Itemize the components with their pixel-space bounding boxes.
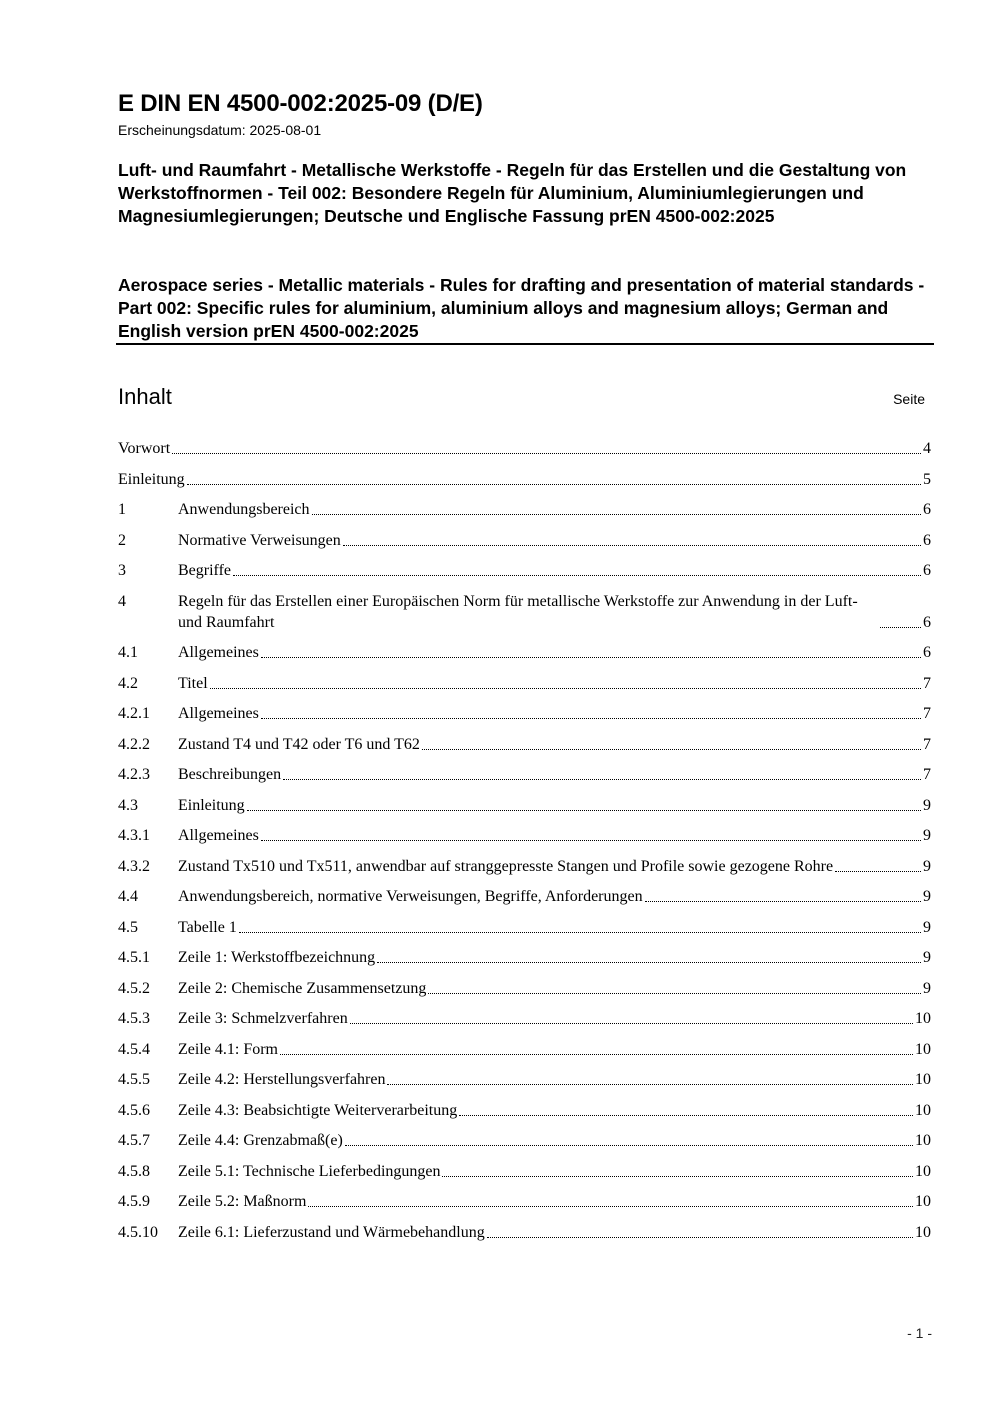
toc-entry-page: 6 [923, 562, 931, 579]
toc-dot-leader [261, 840, 921, 841]
toc-entry-page: 9 [923, 857, 931, 875]
toc-entry-title: Anwendungsbereich, normative Verweisungen, Begriffe, Anforderungen [178, 888, 643, 905]
toc-dot-leader [442, 1176, 913, 1177]
toc-entry[interactable] [118, 1130, 931, 1151]
toc-entry-number: 4.4 [118, 888, 138, 905]
toc-entry[interactable] [118, 856, 931, 877]
toc-entry-title: Einleitung [118, 470, 185, 488]
toc-entry-title: Zustand T4 und T42 oder T6 und T62 [178, 735, 420, 753]
toc-entry-page: 10 [915, 1162, 931, 1180]
toc-entry[interactable] [118, 438, 931, 459]
toc-entry[interactable] [118, 703, 931, 724]
toc-entry-title: Beschreibungen [178, 766, 282, 783]
toc-entry-page: 9 [923, 918, 931, 936]
toc-dot-leader [280, 1054, 913, 1055]
toc-entry[interactable] [118, 673, 931, 694]
toc-entry-page: 7 [923, 735, 931, 753]
publication-date: Erscheinungsdatum: 2025-08-01 [118, 122, 322, 138]
toc-dot-leader [172, 453, 921, 454]
toc-entry-title: Begriffe [178, 562, 232, 579]
toc-entry[interactable] [118, 591, 931, 633]
toc-entry[interactable] [118, 499, 931, 520]
toc-entry-number: 1 [118, 501, 126, 518]
toc-entry-title: Zeile 5.1: Technische Lieferbedingungen [178, 1162, 441, 1180]
toc-entry-title: Zeile 6.1: Lieferzustand und Wärmebehandlung [178, 1223, 485, 1241]
toc-entry-title: Zeile 4.1: Form [178, 1040, 278, 1058]
toc-entry-title: Allgemeines [178, 827, 259, 844]
toc-entry-title: Anwendungsbereich [178, 501, 310, 518]
toc-entry-number: 4.5.8 [118, 1162, 150, 1180]
toc-entry-title: Titel [178, 674, 208, 692]
toc-entry[interactable] [118, 764, 931, 785]
toc-entry-page: 9 [923, 827, 931, 844]
toc-entry[interactable] [118, 1039, 931, 1060]
toc-entry-page: 6 [923, 613, 931, 631]
toc-dot-leader [261, 718, 921, 719]
page-number: - 1 - [907, 1325, 932, 1341]
toc-dot-leader [233, 575, 921, 576]
toc-entry[interactable] [118, 469, 931, 490]
toc-entry-title: Zeile 4.4: Grenzabmaß(e) [178, 1132, 343, 1149]
toc-entry[interactable] [118, 1069, 931, 1090]
toc-entry[interactable] [118, 978, 931, 999]
toc-entry-number: 4.3.1 [118, 827, 150, 844]
toc-dot-leader [261, 657, 921, 658]
toc-entry-title: Tabelle 1 [178, 918, 237, 936]
toc-entry-page: 5 [923, 470, 931, 488]
toc-entry-title: Zeile 3: Schmelzverfahren [178, 1010, 348, 1027]
toc-entry[interactable] [118, 886, 931, 907]
toc-entry-title: Zeile 1: Werkstoffbezeichnung [178, 949, 376, 966]
toc-entry-page: 10 [915, 1132, 931, 1149]
toc-entry-page: 9 [923, 888, 931, 905]
toc-entry-number: 4 [118, 592, 126, 610]
toc-entry-page: 4 [923, 440, 931, 457]
toc-entry-number: 4.3.2 [118, 857, 150, 875]
toc-entry-number: 4.2.2 [118, 735, 150, 753]
toc-entry-title: Allgemeines [178, 644, 259, 661]
toc-entry-page: 10 [915, 1193, 931, 1210]
toc-dot-leader [835, 871, 921, 872]
toc-entry-number: 4.5.5 [118, 1071, 150, 1088]
toc-dot-leader [377, 962, 921, 963]
toc-entry[interactable] [118, 1161, 931, 1182]
toc-entry-number: 4.5.3 [118, 1010, 150, 1027]
toc-entry-page: 7 [923, 766, 931, 783]
toc-entry-number: 3 [118, 562, 126, 579]
toc-entry-title: Zeile 4.2: Herstellungsverfahren [178, 1071, 386, 1088]
toc-entry-number: 4.2.3 [118, 766, 150, 783]
toc-dot-leader [312, 514, 921, 515]
toc-entry-title: Zustand Tx510 und Tx511, anwendbar auf stranggepresste Stangen und Profile sowie gezogene Rohre [178, 857, 834, 875]
toc-entry-number: 4.5.9 [118, 1193, 150, 1210]
toc-entry-number: 2 [118, 531, 126, 549]
toc-dot-leader [645, 901, 921, 902]
toc-dot-leader [487, 1237, 913, 1238]
toc-entry-title: Normative Verweisungen [178, 531, 341, 549]
toc-entry-number: 4.3 [118, 796, 138, 814]
toc-entry[interactable] [118, 734, 931, 755]
toc-entry[interactable] [118, 1191, 931, 1212]
toc-heading: Inhalt [118, 384, 172, 409]
toc-dot-leader [422, 749, 921, 750]
toc-entry-number: 4.5.7 [118, 1132, 150, 1149]
toc-entry-title: Einleitung [178, 796, 245, 814]
toc-entry-page: 10 [915, 1010, 931, 1027]
toc-entry-number: 4.5.2 [118, 979, 150, 997]
toc-entry-page: 6 [923, 501, 931, 518]
toc-entry-title: Regeln für das Erstellen einer Europäischen Norm für metallische Werkstoffe zur Anwendung in der Luft- und Raumfahrt [178, 592, 858, 631]
toc-entry[interactable] [118, 947, 931, 968]
toc-dot-leader [428, 993, 921, 994]
toc-entry-page: 9 [923, 949, 931, 966]
toc-entry-number: 4.5.4 [118, 1040, 150, 1058]
toc-entry-title: Vorwort [118, 440, 171, 457]
header-divider [116, 343, 934, 345]
title-german: Luft- und Raumfahrt - Metallische Werkstoffe - Regeln für das Erstellen und die Gestaltung von Werkstoffnormen - Teil 002: Besondere Regeln für Aluminium, Aluminiumlegierungen und Magnesiumlegierungen; Deutsche und Englische Fassung prEN 4500-002:2025 [118, 160, 907, 226]
toc-dot-leader [880, 627, 921, 628]
toc-entry[interactable] [118, 917, 931, 938]
toc-dot-leader [283, 779, 921, 780]
toc-entry[interactable] [118, 795, 931, 816]
toc-entry[interactable] [118, 1008, 931, 1029]
toc-entry-number: 4.2.1 [118, 705, 150, 722]
toc-entry-number: 4.1 [118, 644, 138, 661]
toc-entry-page: 10 [915, 1071, 931, 1088]
toc-dot-leader [459, 1115, 913, 1116]
toc-entry-page: 10 [915, 1101, 931, 1119]
toc-entry-page: 10 [915, 1040, 931, 1058]
toc-entry-title: Zeile 4.3: Beabsichtigte Weiterverarbeitung [178, 1101, 458, 1119]
title-english: Aerospace series - Metallic materials - Rules for drafting and presentation of material standards - Part 002: Specific rules for aluminium, aluminium alloys and magnesium alloys; German and English version prEN 4500-002:2025 [118, 275, 925, 341]
toc-dot-leader [350, 1023, 913, 1024]
toc-entry[interactable] [118, 560, 931, 581]
toc-dot-leader [308, 1206, 913, 1207]
toc-page-column-label: Seite [893, 391, 925, 407]
toc-entry-title: Zeile 5.2: Maßnorm [178, 1193, 307, 1210]
toc-dot-leader [387, 1084, 913, 1085]
toc-dot-leader [345, 1145, 913, 1146]
toc-entry-number: 4.2 [118, 674, 138, 692]
toc-entry-page: 9 [923, 979, 931, 997]
toc-entry[interactable] [118, 1222, 931, 1243]
toc-entry-page: 6 [923, 644, 931, 661]
toc-entry[interactable] [118, 530, 931, 551]
toc-dot-leader [247, 810, 921, 811]
toc-dot-leader [239, 932, 921, 933]
toc-dot-leader [187, 484, 921, 485]
toc-entry-page: 10 [915, 1223, 931, 1241]
toc-entry-page: 7 [923, 674, 931, 692]
toc-entry-title: Allgemeines [178, 705, 259, 722]
document-id: E DIN EN 4500-002:2025-09 (D/E) [118, 90, 483, 117]
toc-entry-number: 4.5.10 [118, 1223, 158, 1241]
toc-entry-number: 4.5.1 [118, 949, 150, 966]
toc-entry[interactable] [118, 1100, 931, 1121]
table-of-contents [118, 438, 931, 1252]
toc-dot-leader [210, 688, 921, 689]
toc-entry-title: Zeile 2: Chemische Zusammensetzung [178, 979, 427, 997]
toc-dot-leader [343, 545, 921, 546]
toc-entry-page: 9 [923, 796, 931, 814]
toc-entry[interactable] [118, 825, 931, 846]
toc-entry-number: 4.5 [118, 918, 138, 936]
toc-entry-page: 7 [923, 705, 931, 722]
toc-entry[interactable] [118, 642, 931, 663]
toc-entry-number: 4.5.6 [118, 1101, 150, 1119]
toc-entry-page: 6 [923, 531, 931, 549]
